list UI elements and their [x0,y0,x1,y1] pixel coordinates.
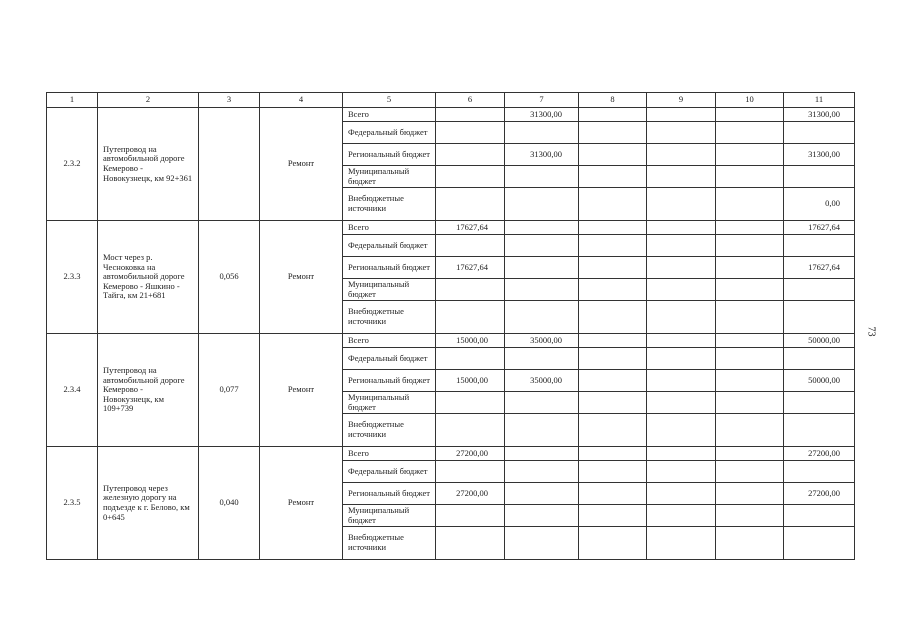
funding-source-label: Региональный бюджет [343,144,436,166]
funding-source-label: Региональный бюджет [343,257,436,279]
funding-source-label: Всего [343,221,436,235]
amount-cell [505,505,579,527]
item-work-type: Ремонт [260,108,343,221]
amount-cell [436,188,505,221]
amount-cell [505,221,579,235]
amount-cell [716,257,784,279]
amount-cell: 17627,64 [436,221,505,235]
amount-cell [716,505,784,527]
funding-source-label: Муниципальный бюджет [343,279,436,301]
amount-cell [436,348,505,370]
funding-source-label: Муниципальный бюджет [343,505,436,527]
funding-source-label: Внебюджетные источники [343,301,436,334]
amount-cell [505,461,579,483]
amount-cell [716,461,784,483]
amount-cell [579,334,647,348]
item-number: 2.3.2 [47,108,98,221]
amount-cell [716,334,784,348]
amount-cell [647,108,716,122]
amount-cell: 0,00 [784,188,855,221]
amount-cell [716,235,784,257]
funding-source-label: Всего [343,108,436,122]
funding-table [46,92,855,560]
item-number: 2.3.5 [47,447,98,560]
amount-cell: 31300,00 [784,108,855,122]
amount-cell: 31300,00 [505,108,579,122]
header-row [47,93,855,108]
item-work-type: Ремонт [260,334,343,447]
header-cell: 6 [436,93,505,108]
amount-cell [647,392,716,414]
amount-cell [505,414,579,447]
funding-table-sheet [46,92,854,560]
funding-source-label: Федеральный бюджет [343,235,436,257]
amount-cell [505,392,579,414]
amount-cell: 27200,00 [436,447,505,461]
amount-cell [579,279,647,301]
amount-cell [716,301,784,334]
amount-cell [647,221,716,235]
funding-source-label: Внебюджетные источники [343,527,436,560]
amount-cell [579,108,647,122]
amount-cell [647,235,716,257]
amount-cell [579,257,647,279]
amount-cell [647,527,716,560]
item-name: Путепровод на автомобильной дороге Кемерово - Новокузнецк, км 92+361 [98,108,199,221]
item-length: 0,040 [199,447,260,560]
funding-source-label: Федеральный бюджет [343,122,436,144]
amount-cell [579,166,647,188]
amount-cell [784,122,855,144]
table-row [47,447,855,461]
amount-cell [784,505,855,527]
amount-cell: 17627,64 [436,257,505,279]
amount-cell: 15000,00 [436,370,505,392]
amount-cell [436,414,505,447]
amount-cell: 27200,00 [436,483,505,505]
header-cell: 4 [260,93,343,108]
amount-cell [436,392,505,414]
amount-cell [436,505,505,527]
amount-cell [505,447,579,461]
funding-source-label: Региональный бюджет [343,483,436,505]
item-number: 2.3.3 [47,221,98,334]
amount-cell: 35000,00 [505,370,579,392]
funding-source-label: Внебюджетные источники [343,414,436,447]
amount-cell [716,166,784,188]
amount-cell [647,461,716,483]
amount-cell [436,301,505,334]
amount-cell [716,279,784,301]
amount-cell [716,108,784,122]
header-cell: 2 [98,93,199,108]
amount-cell [579,483,647,505]
page-number: 73 [865,326,877,337]
amount-cell [579,505,647,527]
amount-cell [505,122,579,144]
header-cell: 7 [505,93,579,108]
amount-cell [579,122,647,144]
amount-cell [436,108,505,122]
amount-cell [505,235,579,257]
amount-cell [579,414,647,447]
amount-cell [436,461,505,483]
amount-cell: 50000,00 [784,370,855,392]
amount-cell [784,348,855,370]
amount-cell [647,166,716,188]
amount-cell [716,392,784,414]
item-length: 0,077 [199,334,260,447]
amount-cell [784,527,855,560]
amount-cell: 35000,00 [505,334,579,348]
amount-cell [784,166,855,188]
funding-source-label: Федеральный бюджет [343,348,436,370]
amount-cell [436,166,505,188]
amount-cell [784,301,855,334]
amount-cell [647,348,716,370]
amount-cell [784,392,855,414]
amount-cell [647,279,716,301]
item-number: 2.3.4 [47,334,98,447]
amount-cell: 27200,00 [784,483,855,505]
amount-cell [716,144,784,166]
amount-cell [579,235,647,257]
amount-cell [716,188,784,221]
header-cell: 10 [716,93,784,108]
funding-source-label: Федеральный бюджет [343,461,436,483]
amount-cell [505,348,579,370]
funding-source-label: Региональный бюджет [343,370,436,392]
amount-cell: 50000,00 [784,334,855,348]
amount-cell [784,235,855,257]
item-length: 0,056 [199,221,260,334]
funding-source-label: Муниципальный бюджет [343,392,436,414]
amount-cell [647,257,716,279]
header-cell: 5 [343,93,436,108]
amount-cell [647,334,716,348]
amount-cell: 31300,00 [505,144,579,166]
amount-cell [436,122,505,144]
amount-cell [579,392,647,414]
amount-cell [647,483,716,505]
amount-cell [579,527,647,560]
amount-cell [579,348,647,370]
amount-cell [716,447,784,461]
amount-cell [436,144,505,166]
amount-cell [647,505,716,527]
amount-cell [647,144,716,166]
amount-cell [647,370,716,392]
amount-cell [647,122,716,144]
amount-cell [505,257,579,279]
amount-cell [436,279,505,301]
amount-cell: 17627,64 [784,257,855,279]
amount-cell [579,370,647,392]
amount-cell [716,483,784,505]
header-cell: 11 [784,93,855,108]
funding-source-label: Всего [343,334,436,348]
amount-cell [716,122,784,144]
amount-cell [579,188,647,221]
table-row [47,108,855,122]
amount-cell [505,483,579,505]
item-work-type: Ремонт [260,221,343,334]
item-name: Мост через р. Чесноковка на автомобильной дороге Кемерово - Яшкино - Тайга, км 21+681 [98,221,199,334]
header-cell: 8 [579,93,647,108]
amount-cell: 27200,00 [784,447,855,461]
amount-cell [716,527,784,560]
funding-source-label: Всего [343,447,436,461]
amount-cell [579,447,647,461]
table-row [47,334,855,348]
amount-cell [716,414,784,447]
amount-cell: 15000,00 [436,334,505,348]
amount-cell [436,527,505,560]
table-row [47,221,855,235]
amount-cell: 17627,64 [784,221,855,235]
funding-source-label: Муниципальный бюджет [343,166,436,188]
item-work-type: Ремонт [260,447,343,560]
amount-cell [716,348,784,370]
item-length [199,108,260,221]
amount-cell [579,221,647,235]
amount-cell [505,166,579,188]
item-name: Путепровод на автомобильной дороге Кемерово - Новокузнецк, км 109+739 [98,334,199,447]
amount-cell [579,301,647,334]
amount-cell: 31300,00 [784,144,855,166]
amount-cell [716,221,784,235]
amount-cell [784,414,855,447]
funding-source-label: Внебюджетные источники [343,188,436,221]
amount-cell [647,414,716,447]
header-cell: 3 [199,93,260,108]
amount-cell [579,144,647,166]
amount-cell [647,301,716,334]
amount-cell [505,279,579,301]
item-name: Путепровод через железную дорогу на подъезде к г. Белово, км 0+645 [98,447,199,560]
amount-cell [716,370,784,392]
amount-cell [505,188,579,221]
amount-cell [579,461,647,483]
amount-cell [647,447,716,461]
amount-cell [784,279,855,301]
header-cell: 9 [647,93,716,108]
amount-cell [784,461,855,483]
amount-cell [505,301,579,334]
amount-cell [647,188,716,221]
amount-cell [505,527,579,560]
header-cell: 1 [47,93,98,108]
amount-cell [436,235,505,257]
